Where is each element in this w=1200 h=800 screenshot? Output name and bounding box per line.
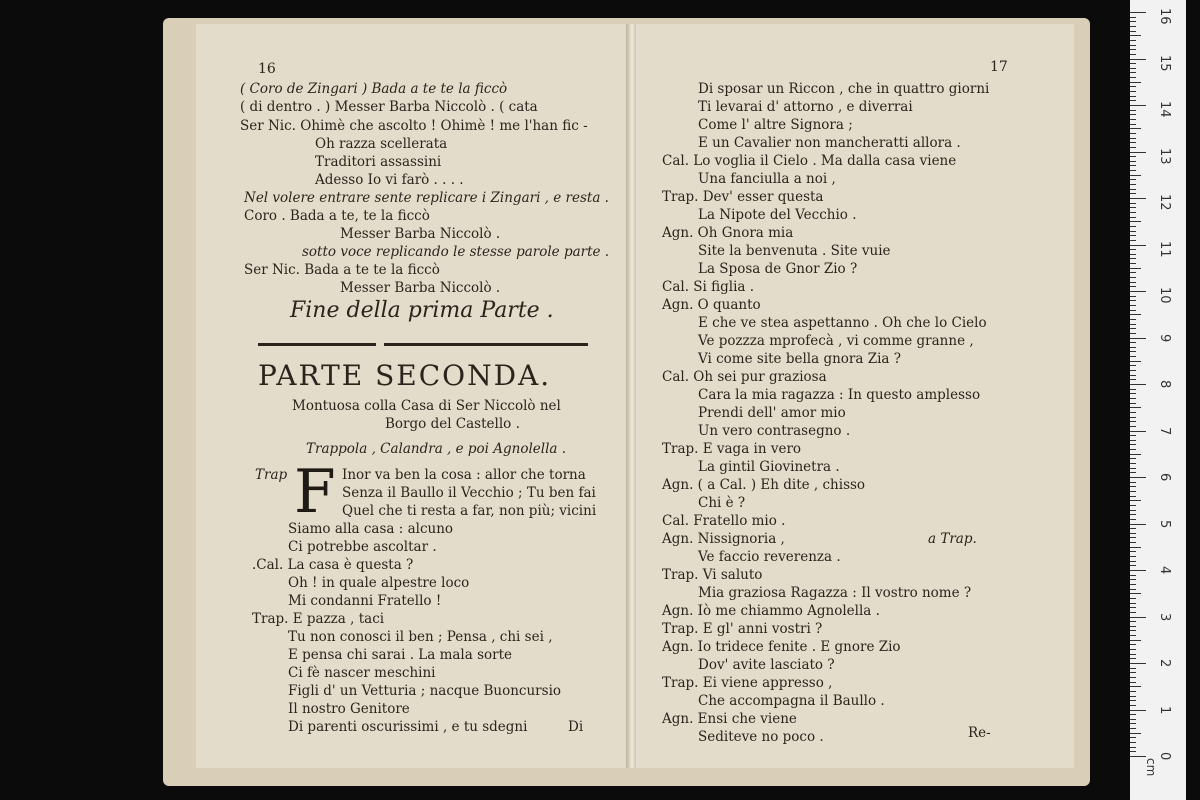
ruler-tick (1130, 496, 1136, 497)
ruler-tick (1130, 170, 1136, 171)
ruler-number: 14 (1157, 101, 1172, 118)
ruler-tick (1130, 617, 1146, 618)
character-list: Trappola , Calandra , e poi Agnolella . (306, 441, 567, 457)
text-line: Ci fè nascer meschini (288, 665, 436, 681)
text-line: Inor va ben la cosa : allor che torna (342, 467, 586, 483)
ruler-tick (1130, 454, 1141, 455)
ruler-tick (1130, 231, 1136, 232)
text-line: Un vero contrasegno . (698, 423, 851, 439)
ruler-tick (1130, 49, 1136, 50)
ruler-tick (1130, 686, 1141, 687)
ruler-tick (1130, 533, 1136, 534)
ruler-tick (1130, 486, 1136, 487)
ruler-tick (1130, 389, 1136, 390)
ruler-number: 0 (1157, 752, 1172, 761)
ruler-tick (1130, 491, 1136, 492)
ruler-tick (1130, 17, 1136, 18)
text-line: Agn. O quanto (662, 297, 761, 313)
ruler-tick (1130, 561, 1136, 562)
text-line: Trap. E pazza , taci (252, 611, 385, 627)
ruler-tick (1130, 593, 1141, 594)
ruler-tick (1130, 640, 1141, 641)
ruler-tick (1130, 705, 1136, 706)
text-line: Siamo alla casa : alcuno (288, 521, 454, 537)
ruler-tick (1130, 565, 1136, 566)
text-line: Mi condanni Fratello ! (288, 593, 442, 609)
ruler-tick (1130, 626, 1136, 627)
ruler-tick (1130, 458, 1136, 459)
ruler-tick (1130, 300, 1136, 301)
ruler-tick (1130, 398, 1136, 399)
ruler-number: 16 (1157, 8, 1172, 25)
ruler-tick (1130, 440, 1136, 441)
ruler-number: 8 (1157, 380, 1172, 389)
ruler-tick (1130, 26, 1136, 27)
ruler-number: 5 (1157, 519, 1172, 528)
ruler-tick (1130, 305, 1136, 306)
ruler-tick (1130, 365, 1136, 366)
ruler-tick (1130, 603, 1136, 604)
ruler-number: 11 (1157, 240, 1172, 258)
text-line: Messer Barba Niccolò . (340, 226, 501, 242)
ruler-tick (1130, 54, 1136, 55)
ruler-tick (1130, 696, 1136, 697)
ruler-tick (1130, 282, 1136, 283)
text-line: Traditori assassini (315, 154, 442, 170)
text-line: Mia graziosa Ragazza : Il vostro nome ? (698, 585, 972, 601)
text-line: Di parenti oscurissimi , e tu sdegni (288, 719, 528, 735)
stage-direction: Nel volere entrare sente replicare i Zingari , e resta . (244, 190, 609, 206)
ruler-tick (1130, 156, 1136, 157)
ruler-tick (1130, 333, 1136, 334)
ruler-number: 10 (1157, 287, 1172, 304)
ruler-tick (1130, 128, 1141, 129)
ruler-tick (1130, 719, 1136, 720)
section-heading: PARTE SECONDA. (258, 359, 552, 392)
text-line: Ve pozzza mprofecà , vi comme granne , (698, 333, 974, 349)
text-line: Agn. ( a Cal. ) Eh dite , chisso (662, 477, 866, 493)
text-line: Una fanciulla a noi , (698, 171, 836, 187)
ruler-tick (1130, 403, 1136, 404)
ruler-tick (1130, 189, 1136, 190)
ruler-tick (1130, 184, 1136, 185)
ruler-tick (1130, 45, 1136, 46)
ruler-tick (1130, 663, 1146, 664)
ruler-tick (1130, 468, 1136, 469)
ruler-tick (1130, 579, 1136, 580)
ruler-tick (1130, 677, 1136, 678)
ruler-tick (1130, 133, 1136, 134)
text-line: Cal. Fratello mio . (662, 513, 786, 529)
ruler-tick (1130, 342, 1136, 343)
ruler-tick (1130, 524, 1146, 525)
ruler-tick (1130, 328, 1136, 329)
ruler-tick (1130, 96, 1136, 97)
text-line: Oh razza scellerata (315, 136, 448, 152)
ruler-tick (1130, 119, 1136, 120)
ruler-tick (1130, 542, 1136, 543)
ruler-tick (1130, 286, 1136, 287)
text-line: Ci potrebbe ascoltar . (288, 539, 437, 555)
ruler-tick (1130, 82, 1141, 83)
text-line: Trap. E gl' anni vostri ? (662, 621, 823, 637)
ruler-tick (1130, 607, 1136, 608)
ruler-tick (1130, 449, 1136, 450)
text-line: Agn. Ensi che viene (662, 711, 797, 727)
ruler-tick (1130, 691, 1136, 692)
ruler-tick (1130, 589, 1136, 590)
ruler-tick (1130, 319, 1136, 320)
ruler-tick (1130, 351, 1136, 352)
ruler-tick (1130, 21, 1136, 22)
ruler-tick (1130, 742, 1136, 743)
ruler-tick (1130, 165, 1136, 166)
ruler-tick (1130, 379, 1136, 380)
ruler-tick (1130, 584, 1136, 585)
ruler-tick (1130, 361, 1141, 362)
ruler-tick (1130, 426, 1136, 427)
ruler-tick (1130, 31, 1136, 32)
ruler-tick (1130, 68, 1136, 69)
ruler-tick (1130, 217, 1136, 218)
text-line: Agn. Nissignoria , (662, 531, 785, 547)
ruler-tick (1130, 203, 1136, 204)
ruler-tick (1130, 63, 1136, 64)
ruler-number: 1 (1157, 705, 1172, 714)
ruler-tick (1130, 240, 1136, 241)
text-line: Coro . Bada a te, te la ficcò (244, 208, 430, 224)
scene-description: Montuosa colla Casa di Ser Niccolò nel (292, 398, 561, 414)
ruler-tick (1130, 621, 1136, 622)
divider-rule (384, 343, 588, 346)
ruler-tick (1130, 537, 1136, 538)
ruler-tick (1130, 435, 1136, 436)
ruler-tick (1130, 193, 1136, 194)
ruler-tick (1130, 35, 1141, 36)
ruler-tick (1130, 72, 1136, 73)
ruler-tick (1130, 124, 1136, 125)
ruler-unit-label: cm (1144, 758, 1158, 777)
divider-rule (258, 343, 376, 346)
ruler-tick (1130, 338, 1146, 339)
ruler-tick (1130, 254, 1136, 255)
ruler-tick (1130, 654, 1136, 655)
text-line: ( Coro de Zingari ) Bada a te te la ficcò (240, 81, 508, 97)
ruler-tick (1130, 417, 1136, 418)
ruler-number: 7 (1157, 426, 1172, 435)
ruler-number: 6 (1157, 473, 1172, 482)
text-line: Messer Barba Niccolò . (340, 280, 501, 296)
ruler-tick (1130, 249, 1136, 250)
text-line: Che accompagna il Baullo . (698, 693, 885, 709)
ruler-tick (1130, 556, 1136, 557)
ruler-tick (1130, 86, 1136, 87)
text-line: Agn. Io tridece fenite . E gnore Zio (662, 639, 901, 655)
ruler-tick (1130, 175, 1141, 176)
text-line: .Cal. La casa è questa ? (252, 557, 414, 573)
ruler-tick (1130, 472, 1136, 473)
ruler-tick (1130, 258, 1136, 259)
text-line: Ti levarai d' attorno , e diverrai (698, 99, 913, 115)
ruler-tick (1130, 463, 1136, 464)
ruler-tick (1130, 59, 1146, 60)
page-number-right: 17 (990, 59, 1008, 75)
ruler-tick (1130, 444, 1136, 445)
ruler-tick (1130, 528, 1136, 529)
catchword-right: Re- (968, 725, 991, 741)
speaker-label: Trap (255, 467, 288, 483)
ruler-tick (1130, 747, 1136, 748)
ruler-tick (1130, 245, 1146, 246)
text-line: La gintil Giovinetra . (698, 459, 840, 475)
ruler-tick (1130, 570, 1146, 571)
ruler-tick (1130, 421, 1136, 422)
ruler-tick (1130, 375, 1136, 376)
ruler-tick (1130, 733, 1141, 734)
text-line: Trap. Ei viene appresso , (662, 675, 833, 691)
ruler-number: 15 (1157, 54, 1172, 72)
ruler-tick (1130, 147, 1136, 148)
text-line: Di sposar un Riccon , che in quattro giorni (698, 81, 990, 97)
ruler-tick (1130, 347, 1136, 348)
ruler-tick (1130, 370, 1136, 371)
ruler-tick (1130, 291, 1146, 292)
ruler-tick (1130, 296, 1136, 297)
drop-capital: F (294, 457, 336, 527)
text-line: Sediteve no poco . (698, 729, 824, 745)
ruler-tick (1130, 114, 1136, 115)
ruler-tick (1130, 482, 1136, 483)
ruler-tick (1130, 226, 1136, 227)
ruler-tick (1130, 207, 1136, 208)
ruler-tick (1130, 649, 1136, 650)
text-line: E un Cavalier non mancheratti allora . (698, 135, 961, 151)
text-line: Ser Nic. Ohimè che ascolto ! Ohimè ! me l'han fic - (240, 118, 588, 134)
stage-aside: a Trap. (928, 531, 977, 547)
fine-prima-parte: Fine della prima Parte . (290, 298, 554, 323)
ruler-number: 9 (1157, 333, 1172, 342)
text-line: Cal. Si figlia . (662, 279, 755, 295)
ruler-tick (1130, 728, 1136, 729)
ruler-tick (1130, 198, 1146, 199)
text-line: Ser Nic. Bada a te te la ficcò (244, 262, 440, 278)
ruler-tick (1130, 598, 1136, 599)
ruler-tick (1130, 142, 1136, 143)
ruler-tick (1130, 100, 1136, 101)
ruler-tick (1130, 575, 1136, 576)
text-line: Site la benvenuta . Site vuie (698, 243, 891, 259)
ruler-tick (1130, 612, 1136, 613)
ruler-tick (1130, 12, 1146, 13)
text-line: Senza il Baullo il Vecchio ; Tu ben fai (342, 485, 596, 501)
ruler-tick (1130, 393, 1136, 394)
ruler-tick (1130, 682, 1136, 683)
ruler-tick (1130, 324, 1136, 325)
catchword-left: Di (568, 719, 584, 735)
ruler-tick (1130, 668, 1136, 669)
ruler-tick (1130, 700, 1136, 701)
text-line: Il nostro Genitore (288, 701, 410, 717)
ruler-tick (1130, 40, 1136, 41)
text-line: ( di dentro . ) Messer Barba Niccolò . ( cata (240, 99, 538, 115)
ruler-tick (1130, 547, 1141, 548)
ruler-tick (1130, 314, 1141, 315)
text-line: E pensa chi sarai . La mala sorte (288, 647, 513, 663)
ruler-tick (1130, 658, 1136, 659)
ruler-number: 13 (1157, 147, 1172, 165)
ruler-tick (1130, 756, 1146, 757)
ruler-number: 4 (1157, 566, 1172, 575)
text-line: Agn. Oh Gnora mia (662, 225, 794, 241)
ruler-tick (1130, 407, 1141, 408)
ruler-tick (1130, 714, 1136, 715)
ruler-tick (1130, 268, 1141, 269)
ruler-tick (1130, 710, 1146, 711)
ruler-number: 12 (1157, 194, 1172, 211)
text-line: Cara la mia ragazza : In questo amplesso (698, 387, 981, 403)
ruler-tick (1130, 723, 1136, 724)
ruler-tick (1130, 751, 1136, 752)
ruler-tick (1130, 277, 1136, 278)
ruler-tick (1130, 77, 1136, 78)
ruler-tick (1130, 138, 1136, 139)
ruler-tick (1130, 630, 1136, 631)
text-line: E che ve stea aspettanno . Oh che lo Cielo (698, 315, 987, 331)
ruler-tick (1130, 635, 1136, 636)
page-number-left: 16 (258, 61, 276, 77)
ruler-tick (1130, 221, 1141, 222)
text-line: Cal. Oh sei pur graziosa (662, 369, 827, 385)
ruler-tick (1130, 263, 1136, 264)
ruler-tick (1130, 235, 1136, 236)
ruler-tick (1130, 514, 1136, 515)
text-line: Come l' altre Signora ; (698, 117, 853, 133)
ruler-tick (1130, 110, 1136, 111)
ruler-tick (1130, 737, 1136, 738)
text-line: Vi come site bella gnora Zia ? (698, 351, 901, 367)
stage-direction: sotto voce replicando le stesse parole parte . (302, 244, 610, 260)
ruler-tick (1130, 551, 1136, 552)
text-line: Tu non conosci il ben ; Pensa , chi sei , (288, 629, 553, 645)
text-line: La Sposa de Gnor Zio ? (698, 261, 858, 277)
ruler-tick (1130, 384, 1146, 385)
ruler-tick (1130, 152, 1146, 153)
ruler-number: 2 (1157, 659, 1172, 668)
text-line: Trap. Vi saluto (662, 567, 763, 583)
text-line: Adesso Io vi farò . . . . (315, 172, 464, 188)
ruler-tick (1130, 431, 1146, 432)
ruler-tick (1130, 519, 1136, 520)
text-line: La Nipote del Vecchio . (698, 207, 857, 223)
text-line: Prendi dell' amor mio (698, 405, 846, 421)
ruler-tick (1130, 477, 1146, 478)
ruler-tick (1130, 272, 1136, 273)
ruler-tick (1130, 161, 1136, 162)
ruler-tick (1130, 510, 1136, 511)
text-line: Trap. E vaga in vero (662, 441, 802, 457)
text-line: Quel che ti resta a far, non più; vicini (342, 503, 597, 519)
ruler-tick (1130, 179, 1136, 180)
ruler-number: 3 (1157, 612, 1172, 621)
text-line: Agn. Iò me chiammo Agnolella . (662, 603, 880, 619)
scene-description: Borgo del Castello . (385, 416, 520, 432)
ruler-tick (1130, 500, 1141, 501)
ruler-tick (1130, 644, 1136, 645)
ruler-tick (1130, 505, 1136, 506)
text-line: Trap. Dev' esser questa (662, 189, 824, 205)
ruler-tick (1130, 672, 1136, 673)
ruler-tick (1130, 412, 1136, 413)
text-line: Figli d' un Vetturia ; nacque Buoncursio (288, 683, 562, 699)
measurement-ruler (1130, 0, 1186, 800)
ruler-tick (1130, 356, 1136, 357)
ruler-tick (1130, 310, 1136, 311)
text-line: Cal. Lo voglia il Cielo . Ma dalla casa viene (662, 153, 957, 169)
text-line: Ve faccio reverenza . (698, 549, 841, 565)
ruler-tick (1130, 105, 1146, 106)
text-line: Chi è ? (698, 495, 746, 511)
text-line: Oh ! in quale alpestre loco (288, 575, 470, 591)
ruler-tick (1130, 212, 1136, 213)
text-line: Dov' avite lasciato ? (698, 657, 835, 673)
ruler-tick (1130, 91, 1136, 92)
